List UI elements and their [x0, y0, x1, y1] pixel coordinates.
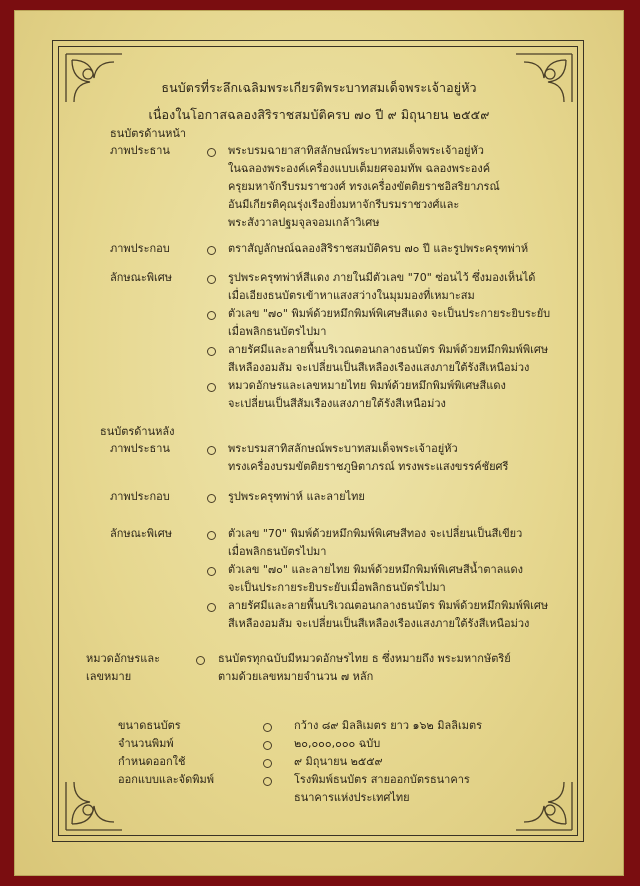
front-feature-line: เมื่อเอียงธนบัตรเข้าหาแสงสว่างในมุมมองที่เหมาะสม: [228, 289, 475, 302]
spec-value: โรงพิมพ์ธนบัตร สายออกบัตรธนาคาร: [294, 773, 470, 786]
back-feature-line: ตัวเลข "๗๐" และลายไทย พิมพ์ด้วยหมึกพิมพ์พิเศษสีน้ำตาลแดง: [228, 563, 524, 576]
back-feature-line: สีเหลืองอมส้ม จะเปลี่ยนเป็นสีเหลืองเรืองแสงภายใต้รังสีเหนือม่วง: [228, 617, 530, 630]
back-feature-line: เมื่อพลิกธนบัตรไปมา: [228, 545, 327, 558]
spec-value: ๒๐,๐๐๐,๐๐๐ ฉบับ: [294, 737, 381, 750]
front-main-line: ในฉลองพระองค์เครื่องแบบเต็มยศจอมทัพ ฉลองพระองค์: [228, 162, 491, 175]
front-feature-label: ลักษณะพิเศษ: [110, 271, 173, 284]
front-feature-line: เมื่อพลิกธนบัตรไปมา: [228, 325, 327, 338]
info-card: [14, 10, 624, 876]
front-feature-line: สีเหลืองอมส้ม จะเปลี่ยนเป็นสีเหลืองเรืองแสงภายใต้รังสีเหนือม่วง: [228, 361, 530, 374]
bullet-icon: [207, 494, 216, 503]
front-feature-line: รูปพระครุฑพ่าห์สีแดง ภายในมีตัวเลข "70" ซ่อนไว้ ซึ่งมองเห็นได้: [228, 271, 536, 284]
front-main-line: อันมีเกียรติคุณรุ่งเรืองยิ่งมหาจักรีบรมราชวงศ์และ: [228, 198, 460, 211]
serial-line: ธนบัตรทุกฉบับมีหมวดอักษรไทย ธ ซึ่งหมายถึง พระมหากษัตริย์: [218, 652, 511, 665]
bullet-icon: [263, 741, 272, 750]
front-main-label: ภาพประธาน: [110, 144, 170, 157]
front-main-line: พระบรมฉายาสาทิสลักษณ์พระบาทสมเด็จพระเจ้าอยู่หัว: [228, 144, 484, 157]
back-feature-line: ตัวเลข "70" พิมพ์ด้วยหมึกพิมพ์พิเศษสีทอง จะเปลี่ยนเป็นสีเขียว: [228, 527, 523, 540]
front-main-line: พระสังวาลปฐมจุลจอมเกล้าวิเศษ: [228, 216, 380, 229]
serial-line: ตามด้วยเลขหมายจำนวน ๗ หลัก: [218, 670, 374, 683]
back-feature-line: จะเป็นประกายระยิบระยับเมื่อพลิกธนบัตรไปมา: [228, 581, 446, 594]
bullet-icon: [196, 656, 205, 665]
back-main-label: ภาพประธาน: [110, 442, 170, 455]
bullet-icon: [207, 148, 216, 157]
bullet-icon: [207, 246, 216, 255]
bullet-icon: [207, 531, 216, 540]
back-comp-line: รูปพระครุฑพ่าห์ และลายไทย: [228, 490, 365, 503]
bullet-icon: [207, 347, 216, 356]
spec-label: กำหนดออกใช้: [118, 755, 186, 768]
title-line-1: ธนบัตรที่ระลึกเฉลิมพระเกียรติพระบาทสมเด็จพระเจ้าอยู่หัว: [161, 80, 477, 95]
spec-label: จำนวนพิมพ์: [118, 737, 174, 750]
spec-label: ออกแบบและจัดพิมพ์: [118, 773, 215, 786]
serial-label: หมวดอักษรและ: [86, 652, 160, 665]
bullet-icon: [263, 759, 272, 768]
spec-value: ธนาคารแห่งประเทศไทย: [294, 791, 410, 804]
front-feature-line: ตัวเลข "๗๐" พิมพ์ด้วยหมึกพิมพ์พิเศษสีแดง จะเป็นประกายระยิบระยับ: [228, 307, 551, 320]
bullet-icon: [207, 275, 216, 284]
front-comp-label: ภาพประกอบ: [110, 242, 170, 255]
back-comp-label: ภาพประกอบ: [110, 490, 170, 503]
bullet-icon: [207, 567, 216, 576]
back-feature-label: ลักษณะพิเศษ: [110, 527, 173, 540]
corner-ornament-bottom-right: [506, 774, 576, 834]
back-heading: ธนบัตรด้านหลัง: [100, 425, 175, 438]
spec-label: ขนาดธนบัตร: [118, 719, 181, 732]
bullet-icon: [207, 311, 216, 320]
bullet-icon: [207, 603, 216, 612]
front-comp-line: ตราสัญลักษณ์ฉลองสิริราชสมบัติครบ ๗๐ ปี และรูปพระครุฑพ่าห์: [228, 242, 529, 255]
back-main-line: ทรงเครื่องบรมขัตติยราชภูษิตาภรณ์ ทรงพระแสงขรรค์ชัยศรี: [228, 460, 509, 473]
title-line-2: เนื่องในโอกาสฉลองสิริราชสมบัติครบ ๗๐ ปี ๙ มิถุนายน ๒๕๕๙: [148, 107, 490, 122]
bullet-icon: [263, 723, 272, 732]
back-main-line: พระบรมสาทิสลักษณ์พระบาทสมเด็จพระเจ้าอยู่หัว: [228, 442, 458, 455]
front-feature-line: จะเปลี่ยนเป็นสีส้มเรืองแสงภายใต้รังสีเหนือม่วง: [228, 397, 446, 410]
spec-value: ๙ มิถุนายน ๒๕๕๙: [294, 755, 383, 768]
bullet-icon: [207, 446, 216, 455]
spec-value: กว้าง ๘๙ มิลลิเมตร ยาว ๑๖๒ มิลลิเมตร: [294, 719, 483, 732]
front-feature-line: ลายรัศมีและลายพื้นบริเวณตอนกลางธนบัตร พิมพ์ด้วยหมึกพิมพ์พิเศษ: [228, 343, 549, 356]
front-feature-line: หมวดอักษรและเลขหมายไทย พิมพ์ด้วยหมึกพิมพ์พิเศษสีแดง: [228, 379, 506, 392]
bullet-icon: [263, 777, 272, 786]
front-main-line: ครุยมหาจักรีบรมราชวงศ์ ทรงเครื่องขัตติยราชอิสริยาภรณ์: [228, 180, 500, 193]
bullet-icon: [207, 383, 216, 392]
back-feature-line: ลายรัศมีและลายพื้นบริเวณตอนกลางธนบัตร พิมพ์ด้วยหมึกพิมพ์พิเศษ: [228, 599, 549, 612]
front-heading: ธนบัตรด้านหน้า: [110, 127, 187, 140]
serial-label: เลขหมาย: [86, 670, 132, 683]
